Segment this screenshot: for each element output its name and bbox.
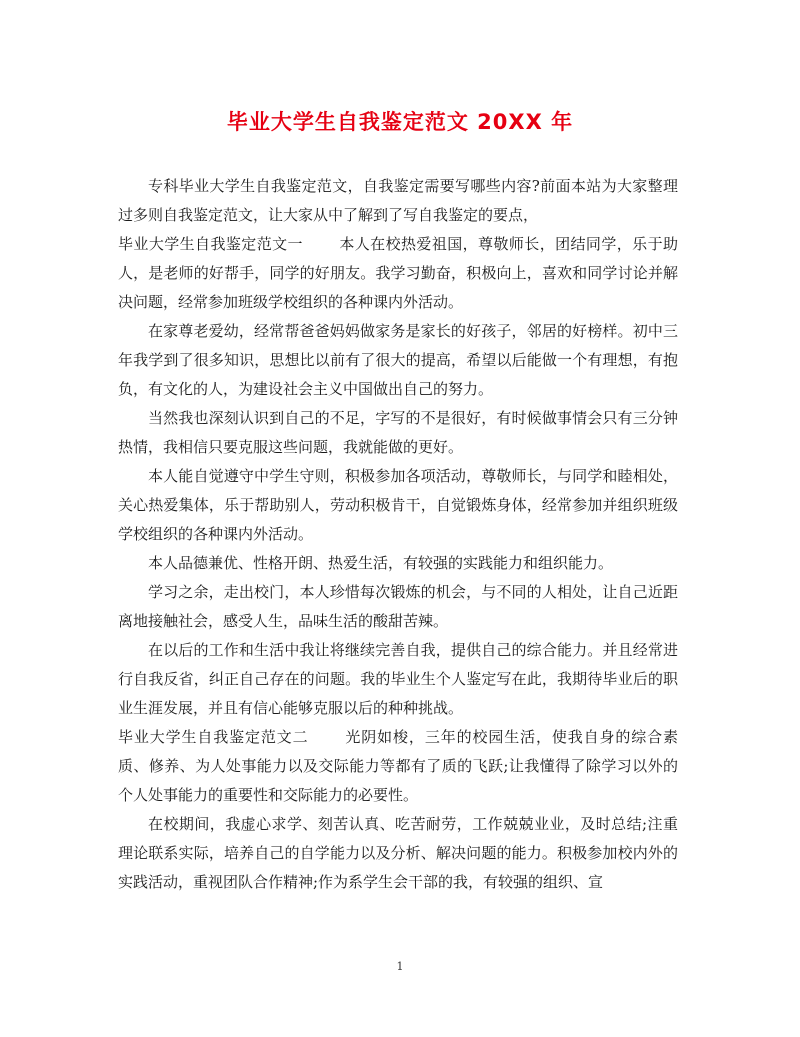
page-number: 1 [396,960,404,973]
section-heading: 毕业大学生自我鉴定范文二 [118,728,309,746]
paragraph-text: 在校期间，我虚心求学、刻苦认真、吃苦耐劳，工作兢兢业业，及时总结;注重理论联系实际，培养自己的自学能力以及分析、解决问题的能力。积极参加校内外的实践活动，重视团队合作精神;作为系学生会干部的我，有较强的组织、宣 [118,815,678,891]
paragraph [118,549,678,578]
section-paragraph [118,230,678,317]
paragraph [118,636,678,723]
paragraph-text: 本人在校热爱祖国，尊敬师长，团结同学，乐于助人，是老师的好帮手，同学的好朋友。我学习勤奋，积极向上，喜欢和同学讨论并解决问题，经常参加班级学校组织的各种课内外活动。 [118,235,678,311]
paragraph-text: 在以后的工作和生活中我让将继续完善自我，提供自己的综合能力。并且经常进行自我反省，纠正自己存在的问题。我的毕业生个人鉴定写在此，我期待毕业后的职业生涯发展，并且有信心能够克服以后的种种挑战。 [118,641,678,717]
paragraph-text: 在家尊老爱幼，经常帮爸爸妈妈做家务是家长的好孩子，邻居的好榜样。初中三年我学到了很多知识，思想比以前有了很大的提高，希望以后能做一个有理想，有抱负，有文化的人，为建设社会主义中国做出自己的努力。 [118,322,678,398]
document-title: 毕业大学生自我鉴定范文 20XX 年 [226,110,574,134]
paragraph-text: 当然我也深刻认识到自己的不足，字写的不是很好，有时候做事情会只有三分钟热情，我相信只要克服这些问题，我就能做的更好。 [118,409,678,456]
section-paragraph [118,723,678,810]
paragraph [118,810,678,897]
paragraph-text: 光阴如梭，三年的校园生活，使我自身的综合素质、修养、为人处事能力以及交际能力等都有了质的飞跃;让我懂得了除学习以外的个人处事能力的重要性和交际能力的必要性。 [118,728,678,804]
paragraph-text: 本人能自觉遵守中学生守则，积极参加各项活动，尊敬师长，与同学和睦相处，关心热爱集体，乐于帮助别人，劳动积极肯干，自觉锻炼身体，经常参加并组织班级学校组织的各种课内外活动。 [118,467,678,543]
paragraph-text: 专科毕业大学生自我鉴定范文，自我鉴定需要写哪些内容?前面本站为大家整理过多则自我鉴定范文，让大家从中了解到了写自我鉴定的要点， [118,177,678,224]
paragraph-text: 本人品德兼优、性格开朗、热爱生活，有较强的实践能力和组织能力。 [148,554,614,572]
paragraph [118,404,678,462]
paragraph [118,172,678,230]
paragraph [118,578,678,636]
paragraph [118,462,678,549]
document-body [118,172,678,897]
paragraph [118,317,678,404]
section-heading: 毕业大学生自我鉴定范文一 [118,235,303,253]
paragraph-text: 学习之余，走出校门，本人珍惜每次锻炼的机会，与不同的人相处，让自己近距离地接触社会，感受人生，品味生活的酸甜苦辣。 [118,583,678,630]
